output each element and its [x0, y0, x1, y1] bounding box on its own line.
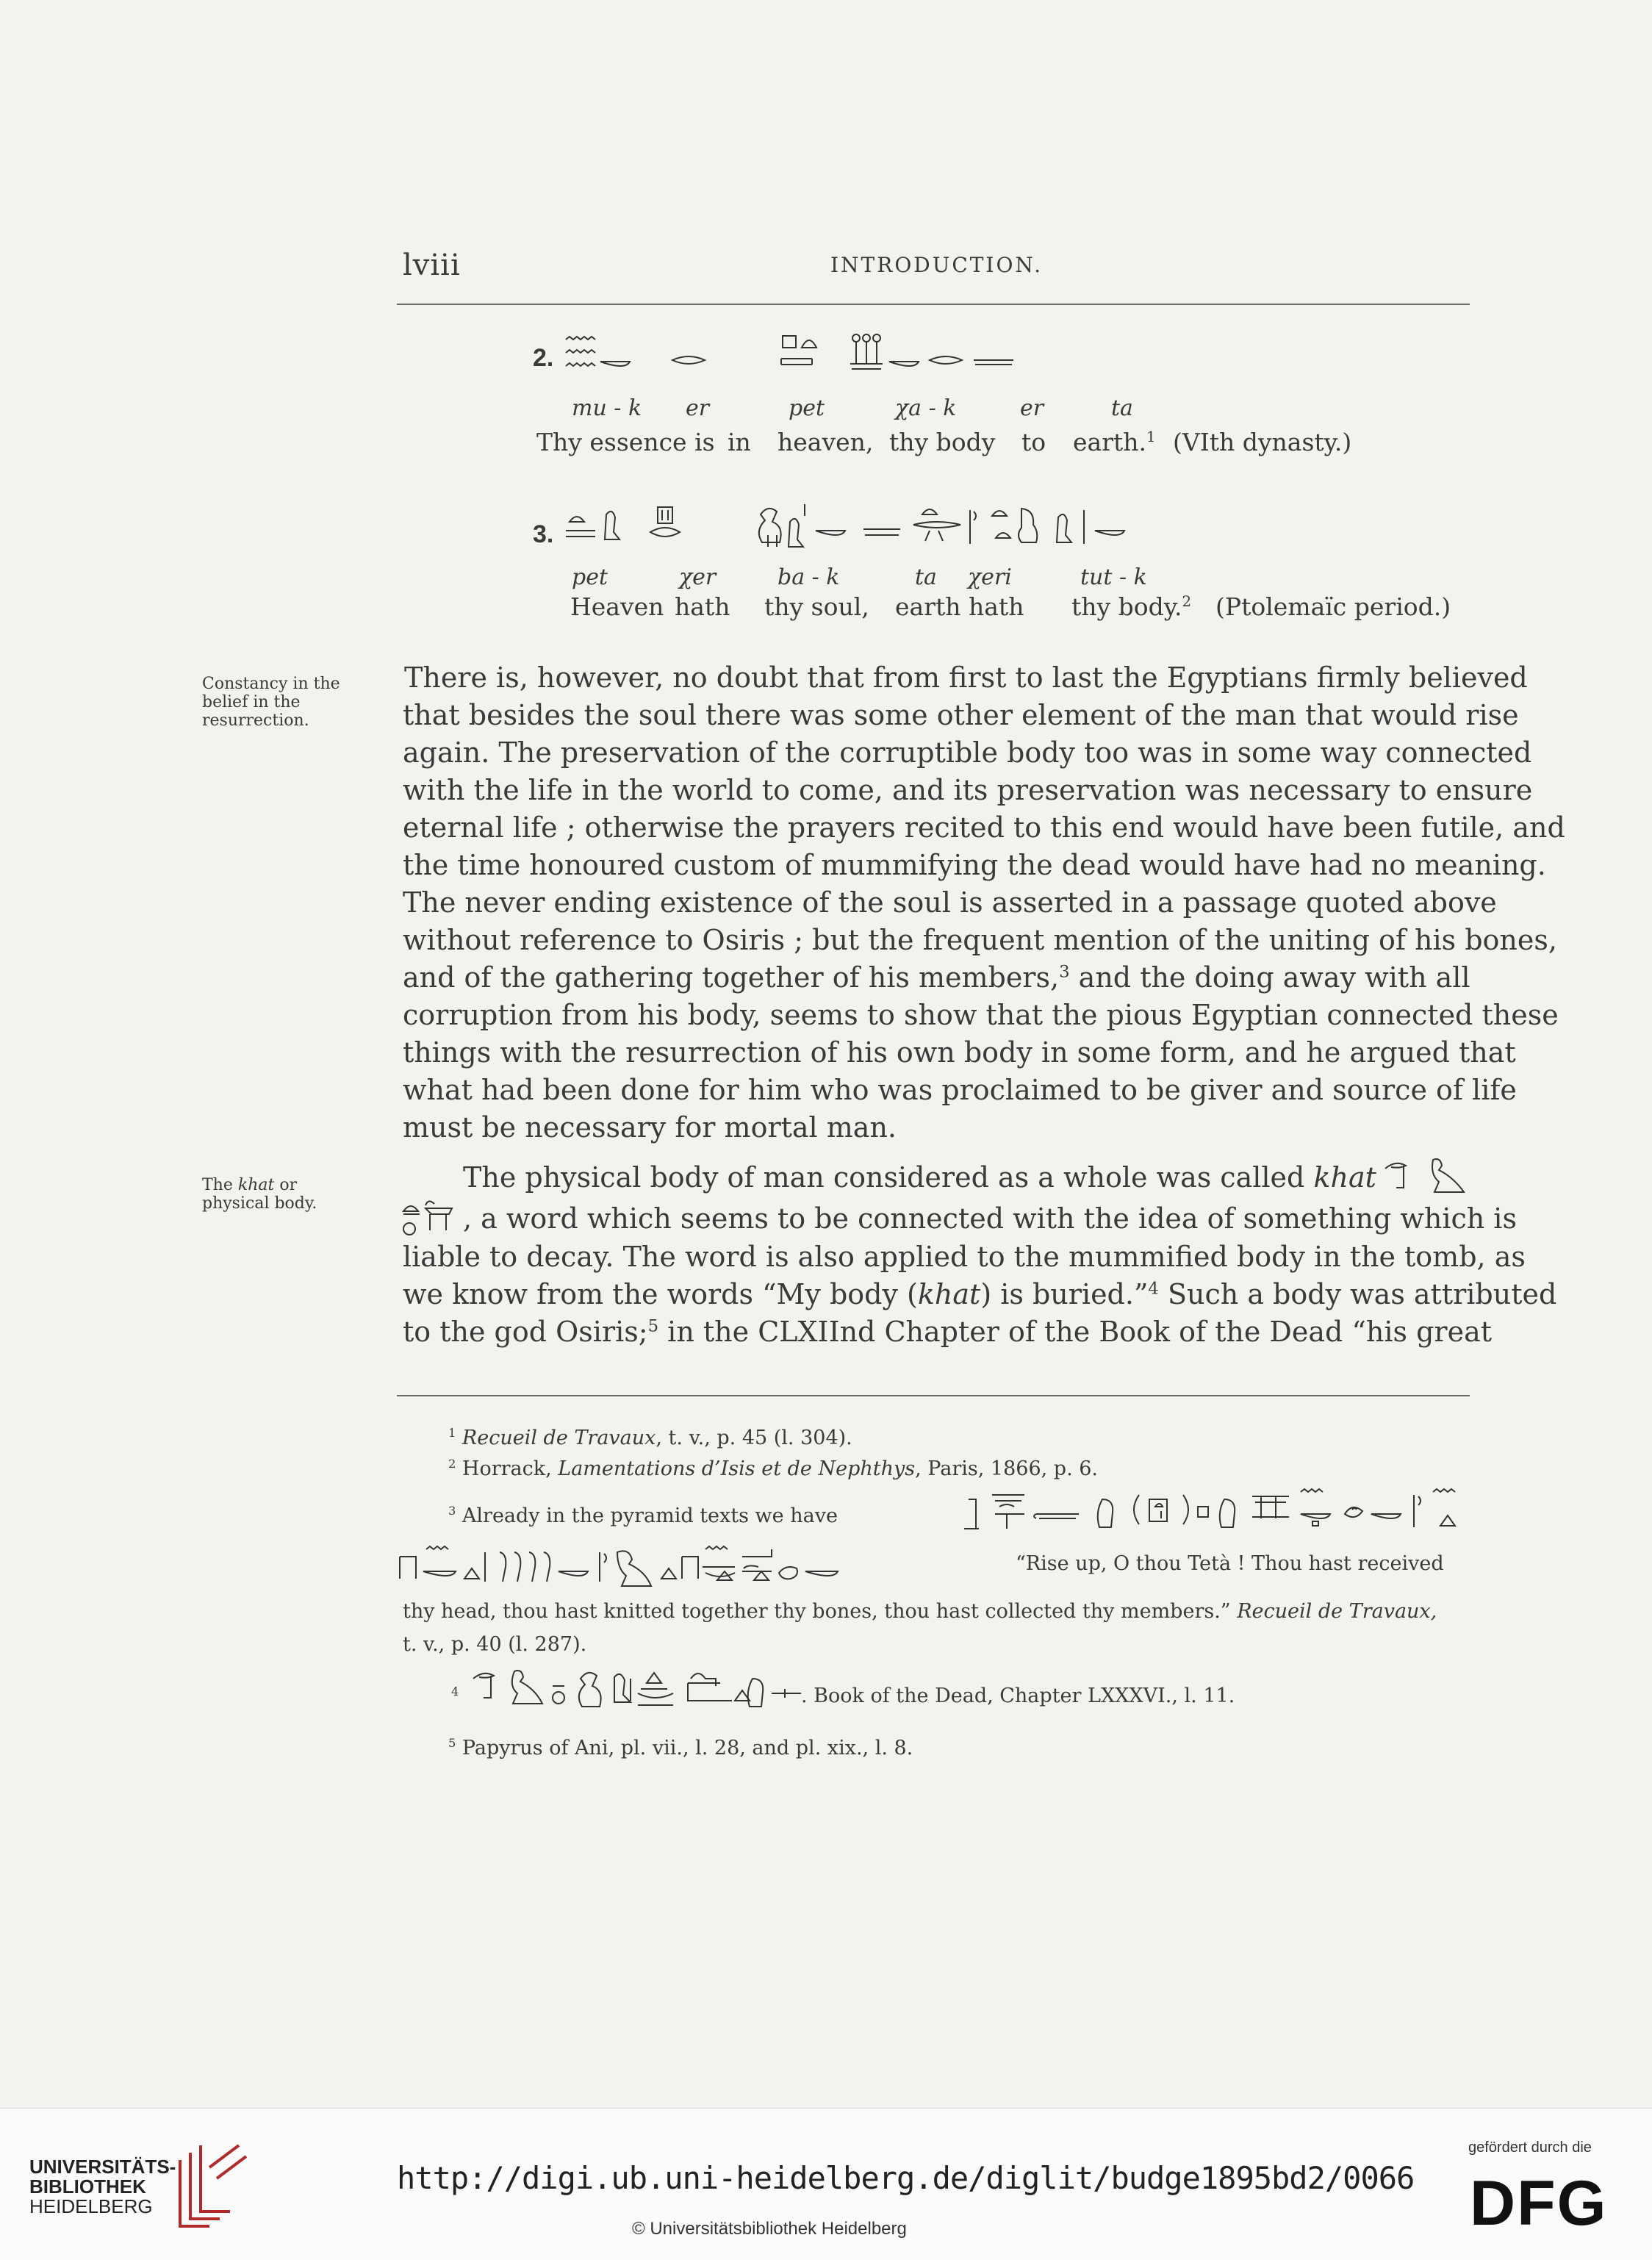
hieroglyph-fn3-line2 — [397, 1542, 1014, 1589]
translation-3-1: hath — [675, 592, 730, 621]
body-line: eternal life ; otherwise the prayers recited to this end would have been futile, and — [403, 811, 1565, 844]
body-text: The physical body of man considered as a whole was called — [463, 1161, 1314, 1194]
body-line: what had been done for him who was proclaimed to be giver and source of life — [403, 1074, 1517, 1106]
translit-3-0: pet — [572, 564, 608, 590]
margin-text: The — [202, 1176, 238, 1194]
translation-3-0: Heaven — [570, 592, 664, 621]
body-line: that besides the soul there was some other element of the man that would rise — [403, 699, 1519, 731]
translation-2-5: earth. — [1073, 428, 1146, 456]
margin-note-line: Constancy in the — [202, 675, 340, 693]
footer-bar — [0, 2108, 1652, 2260]
footnote-ref-4: 4 — [1148, 1279, 1159, 1299]
translation-3-5-wrap — [1071, 592, 1191, 621]
hieroglyph-line-3 — [562, 500, 1238, 559]
margin-khat: khat — [237, 1176, 275, 1194]
dfg-caption: gefördert durch die — [1468, 2139, 1592, 2156]
body-text: and the doing away with all — [1069, 961, 1470, 994]
body-text: in the CLXIInd Chapter of the Book of the Dead “his great — [658, 1316, 1492, 1348]
body-khat: khat — [917, 1278, 981, 1310]
body-line — [403, 1278, 1556, 1310]
body-text: and of the gathering together of his members, — [403, 961, 1060, 994]
footnote-3 — [448, 1504, 838, 1527]
translation-2-0: Thy essence is — [536, 428, 715, 456]
body-line — [403, 961, 1470, 994]
translit-3-2: ba - k — [777, 564, 840, 590]
library-line: UNIVERSITÄTS- — [29, 2156, 176, 2178]
library-line: HEIDELBERG — [29, 2195, 153, 2217]
footnote-3-cont: “Rise up, O thou Tetà ! Thou hast received — [1016, 1552, 1444, 1575]
fn-num: 4 — [451, 1685, 459, 1698]
body-line: , a word which seems to be connected with the idea of something which is — [463, 1202, 1517, 1235]
hieroglyph-khat-2 — [401, 1195, 459, 1241]
fn-text: , Paris, 1866, p. 6. — [915, 1457, 1098, 1480]
fn-text: Already in the pyramid texts we have — [462, 1504, 838, 1527]
body-line — [403, 1316, 1492, 1348]
running-head: INTRODUCTION. — [830, 253, 1044, 277]
fn-text: Horrack, — [462, 1457, 559, 1480]
footnote-4-num — [451, 1685, 459, 1708]
body-line: The never ending existence of the soul is asserted in a passage quoted above — [403, 886, 1497, 919]
footnote-ref-2: 2 — [1182, 593, 1192, 610]
hieroglyph-khat-1 — [1382, 1154, 1477, 1198]
translation-2-6: (VIth dynasty.) — [1173, 428, 1352, 456]
margin-text: or — [274, 1176, 298, 1194]
translation-2-3: thy body — [889, 428, 996, 456]
body-line: the time honoured custom of mummifying the dead would have had no meaning. — [403, 849, 1546, 881]
footnote-ref-1: 1 — [1146, 428, 1156, 445]
body-line: There is, however, no doubt that from first to last the Egyptians firmly believed — [404, 661, 1528, 694]
margin-note-line — [202, 1176, 364, 1194]
footnote-rule — [397, 1395, 1470, 1396]
body-text: Such a body was attributed — [1158, 1278, 1557, 1310]
library-name — [29, 2157, 176, 2217]
body-text: ) is buried.” — [980, 1278, 1149, 1310]
body-line: without reference to Osiris ; but the frequent mention of the uniting of his bones, — [403, 924, 1557, 956]
translit-2-5: ta — [1111, 395, 1133, 421]
margin-note-khat — [202, 1176, 364, 1213]
dfg-logo: DFG — [1470, 2168, 1608, 2239]
body-line — [463, 1161, 1376, 1194]
footnote-ref-5: 5 — [647, 1316, 659, 1336]
body-line: must be necessary for mortal man. — [403, 1111, 897, 1144]
translit-2-4: er — [1020, 395, 1044, 421]
body-line: with the life in the world to come, and its preservation was necessary to ensure — [403, 774, 1533, 806]
translit-2-3: χa - k — [895, 395, 957, 421]
fn-num: 1 — [448, 1426, 456, 1440]
fn-text: , t. v., p. 45 (l. 304). — [656, 1427, 852, 1449]
permalink-url[interactable]: http://digi.ub.uni-heidelberg.de/diglit/budge1895bd2/0066 — [397, 2160, 1415, 2196]
body-line: corruption from his body, seems to show that the pious Egyptian connected these — [403, 999, 1559, 1031]
fn-num: 5 — [448, 1736, 456, 1750]
margin-note-line: belief in the — [202, 693, 301, 711]
translation-3-2: thy soul, — [764, 592, 869, 621]
translation-2-4: to — [1021, 428, 1046, 456]
translation-3-6: (Ptolemaïc period.) — [1215, 592, 1451, 621]
footnote-3-cont — [403, 1600, 1437, 1623]
body-line: liable to decay. The word is also applied to the mummified body in the tomb, as — [403, 1241, 1526, 1273]
margin-note-constancy — [202, 675, 364, 730]
translit-2-1: er — [686, 395, 710, 421]
footnote-3-cont: t. v., p. 40 (l. 287). — [403, 1633, 587, 1656]
hieroglyph-fn3-line1 — [963, 1485, 1477, 1536]
body-line: again. The preservation of the corruptible body too was in some way connected — [403, 736, 1532, 769]
translit-3-1: χer — [679, 564, 717, 590]
footnote-5 — [448, 1736, 913, 1759]
fn-text: Papyrus of Ani, pl. vii., l. 28, and pl. xix., l. 8. — [462, 1737, 913, 1759]
page-number: lviii — [403, 248, 461, 282]
body-text: to the god Osiris; — [403, 1316, 648, 1348]
ub-logo-icon — [165, 2138, 254, 2234]
fn-title: Recueil de Travaux, — [1237, 1600, 1437, 1623]
example-2-number: 2. — [533, 344, 554, 372]
translit-3-5: tut - k — [1080, 564, 1147, 590]
translation-3-4: hath — [969, 592, 1024, 621]
translation-3-5: thy body. — [1071, 592, 1182, 621]
translit-2-2: pet — [789, 395, 825, 421]
copyright-notice: © Universitätsbibliothek Heidelberg — [632, 2219, 907, 2239]
body-line: things with the resurrection of his own body in some form, and he argued that — [403, 1036, 1516, 1069]
fn-text: thy head, thou hast knitted together thy bones, thou hast collected thy members.” — [403, 1600, 1231, 1623]
fn-num: 3 — [448, 1504, 456, 1518]
translation-3-3: earth — [895, 592, 961, 621]
header-rule — [397, 304, 1470, 305]
translit-3-4: χeri — [968, 564, 1012, 590]
footnote-ref-3: 3 — [1059, 962, 1070, 982]
margin-note-line: physical body. — [202, 1194, 317, 1213]
fn-title: Recueil de Travaux — [462, 1427, 656, 1449]
translit-2-0: mu - k — [572, 395, 642, 421]
margin-note-line: resurrection. — [202, 711, 309, 730]
library-line: BIBLIOTHEK — [29, 2175, 146, 2198]
footnote-4: . Book of the Dead, Chapter LXXXVI., l. 11. — [801, 1685, 1235, 1707]
fn-title: Lamentations d’Isis et de Nephthys — [558, 1457, 916, 1480]
footnote-2 — [448, 1457, 1098, 1480]
translation-2-1: in — [728, 428, 751, 456]
footnote-1 — [448, 1426, 852, 1449]
translation-2-5-wrap — [1073, 428, 1156, 456]
fn-num: 2 — [448, 1457, 456, 1471]
translit-3-3: ta — [915, 564, 937, 590]
translation-2-2: heaven, — [777, 428, 874, 456]
body-khat: khat — [1313, 1161, 1376, 1194]
example-3-number: 3. — [533, 520, 554, 548]
hieroglyph-line-2 — [562, 332, 1150, 384]
body-text: we know from the words “My body ( — [403, 1278, 918, 1310]
